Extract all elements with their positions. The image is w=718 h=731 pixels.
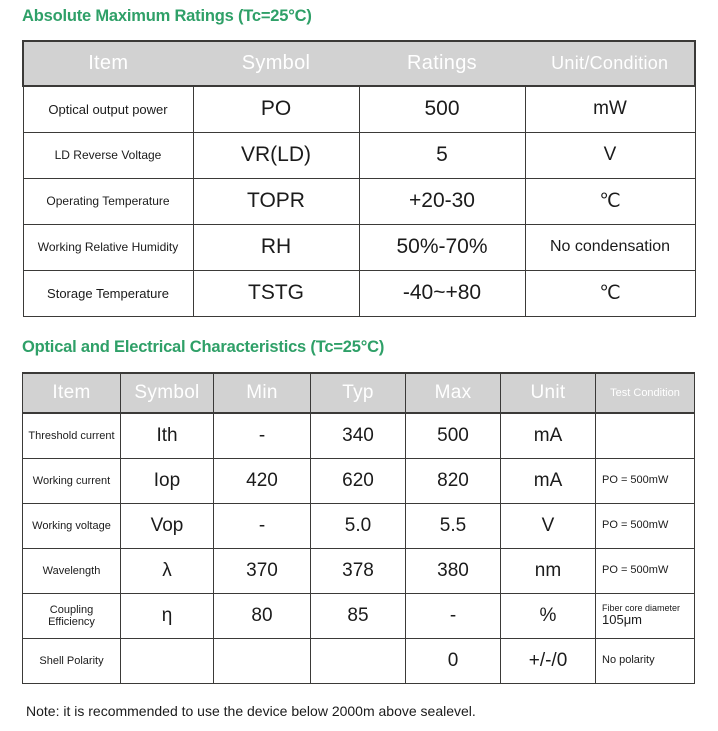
column-header-ratings: Ratings (359, 41, 525, 86)
cell-item: Coupling Efficiency (23, 593, 121, 638)
cell-max: - (406, 593, 501, 638)
cell-item: Wavelength (23, 548, 121, 593)
cell-ratings: 50%-70% (359, 224, 525, 270)
column-header-unit: Unit (501, 373, 596, 413)
cell-min (214, 638, 311, 683)
cell-max: 5.5 (406, 503, 501, 548)
cell-item: Working current (23, 458, 121, 503)
column-header-symbol: Symbol (121, 373, 214, 413)
cell-unit: nm (501, 548, 596, 593)
table-row (23, 548, 695, 593)
cell-min: 420 (214, 458, 311, 503)
cell-min: 80 (214, 593, 311, 638)
table-row (23, 178, 695, 224)
cell-item: Shell Polarity (23, 638, 121, 683)
cell-item: Threshold current (23, 413, 121, 458)
cell-symbol: η (121, 593, 214, 638)
absolute-maximum-ratings-title: Absolute Maximum Ratings (Tc=25°C) (22, 7, 312, 25)
cell-typ (311, 638, 406, 683)
cell-ratings: 5 (359, 132, 525, 178)
cell-min: - (214, 503, 311, 548)
cell-test-condition (596, 593, 695, 638)
cell-ratings: 500 (359, 86, 525, 132)
table-row (23, 132, 695, 178)
cell-item: LD Reverse Voltage (23, 132, 193, 178)
cell-test-condition: No polarity (596, 638, 695, 683)
cell-symbol: Ith (121, 413, 214, 458)
cell-typ: 620 (311, 458, 406, 503)
column-header-max: Max (406, 373, 501, 413)
cell-symbol: VR(LD) (193, 132, 359, 178)
cell-unit: V (525, 132, 695, 178)
table-row (23, 224, 695, 270)
cell-test-condition (596, 413, 695, 458)
cell-max: 380 (406, 548, 501, 593)
table-header-row (23, 41, 695, 86)
absolute-maximum-ratings-table (22, 40, 696, 317)
table-row (23, 270, 695, 316)
cell-unit: % (501, 593, 596, 638)
table-row (23, 503, 695, 548)
cell-symbol: Iop (121, 458, 214, 503)
cell-unit: V (501, 503, 596, 548)
optical-electrical-characteristics-title: Optical and Electrical Characteristics (Tc=25°C) (22, 338, 385, 356)
cell-unit: No condensation (525, 224, 695, 270)
cell-item: Working voltage (23, 503, 121, 548)
cell-unit: mA (501, 458, 596, 503)
cell-symbol: Vop (121, 503, 214, 548)
column-header-min: Min (214, 373, 311, 413)
cell-item: Storage Temperature (23, 270, 193, 316)
cell-unit: ℃ (525, 178, 695, 224)
cell-symbol: TOPR (193, 178, 359, 224)
table-row (23, 638, 695, 683)
cell-unit: +/-/0 (501, 638, 596, 683)
cell-min: - (214, 413, 311, 458)
cell-typ: 85 (311, 593, 406, 638)
optical-electrical-characteristics-table (22, 372, 695, 684)
cell-symbol: PO (193, 86, 359, 132)
table-row (23, 413, 695, 458)
cell-unit: mA (501, 413, 596, 458)
cell-symbol: TSTG (193, 270, 359, 316)
table-row (23, 86, 695, 132)
cell-test-condition: PO = 500mW (596, 503, 695, 548)
column-header-item: Item (23, 41, 193, 86)
cell-symbol: RH (193, 224, 359, 270)
column-header-symbol: Symbol (193, 41, 359, 86)
table-row (23, 593, 695, 638)
cell-ratings: +20-30 (359, 178, 525, 224)
cell-typ: 340 (311, 413, 406, 458)
footer-note: Note: it is recommended to use the device below 2000m above sealevel. (26, 703, 476, 719)
cell-typ: 5.0 (311, 503, 406, 548)
column-header-item: Item (23, 373, 121, 413)
cell-max: 0 (406, 638, 501, 683)
column-header-unit-condition: Unit/Condition (525, 41, 695, 86)
cell-test-condition: PO = 500mW (596, 458, 695, 503)
cell-test-condition: PO = 500mW (596, 548, 695, 593)
table-header-row (23, 373, 695, 413)
test-condition-value: 105μm (602, 612, 643, 628)
cell-item: Operating Temperature (23, 178, 193, 224)
cell-typ: 378 (311, 548, 406, 593)
cell-max: 500 (406, 413, 501, 458)
cell-max: 820 (406, 458, 501, 503)
column-header-typ: Typ (311, 373, 406, 413)
column-header-test-condition: Test Condition (596, 373, 695, 413)
cell-symbol: λ (121, 548, 214, 593)
cell-unit: ℃ (525, 270, 695, 316)
table-row (23, 458, 695, 503)
cell-min: 370 (214, 548, 311, 593)
cell-unit: mW (525, 86, 695, 132)
test-condition-description: Fiber core diameter (602, 602, 681, 613)
cell-item: Optical output power (23, 86, 193, 132)
cell-symbol (121, 638, 214, 683)
cell-ratings: -40~+80 (359, 270, 525, 316)
cell-item: Working Relative Humidity (23, 224, 193, 270)
